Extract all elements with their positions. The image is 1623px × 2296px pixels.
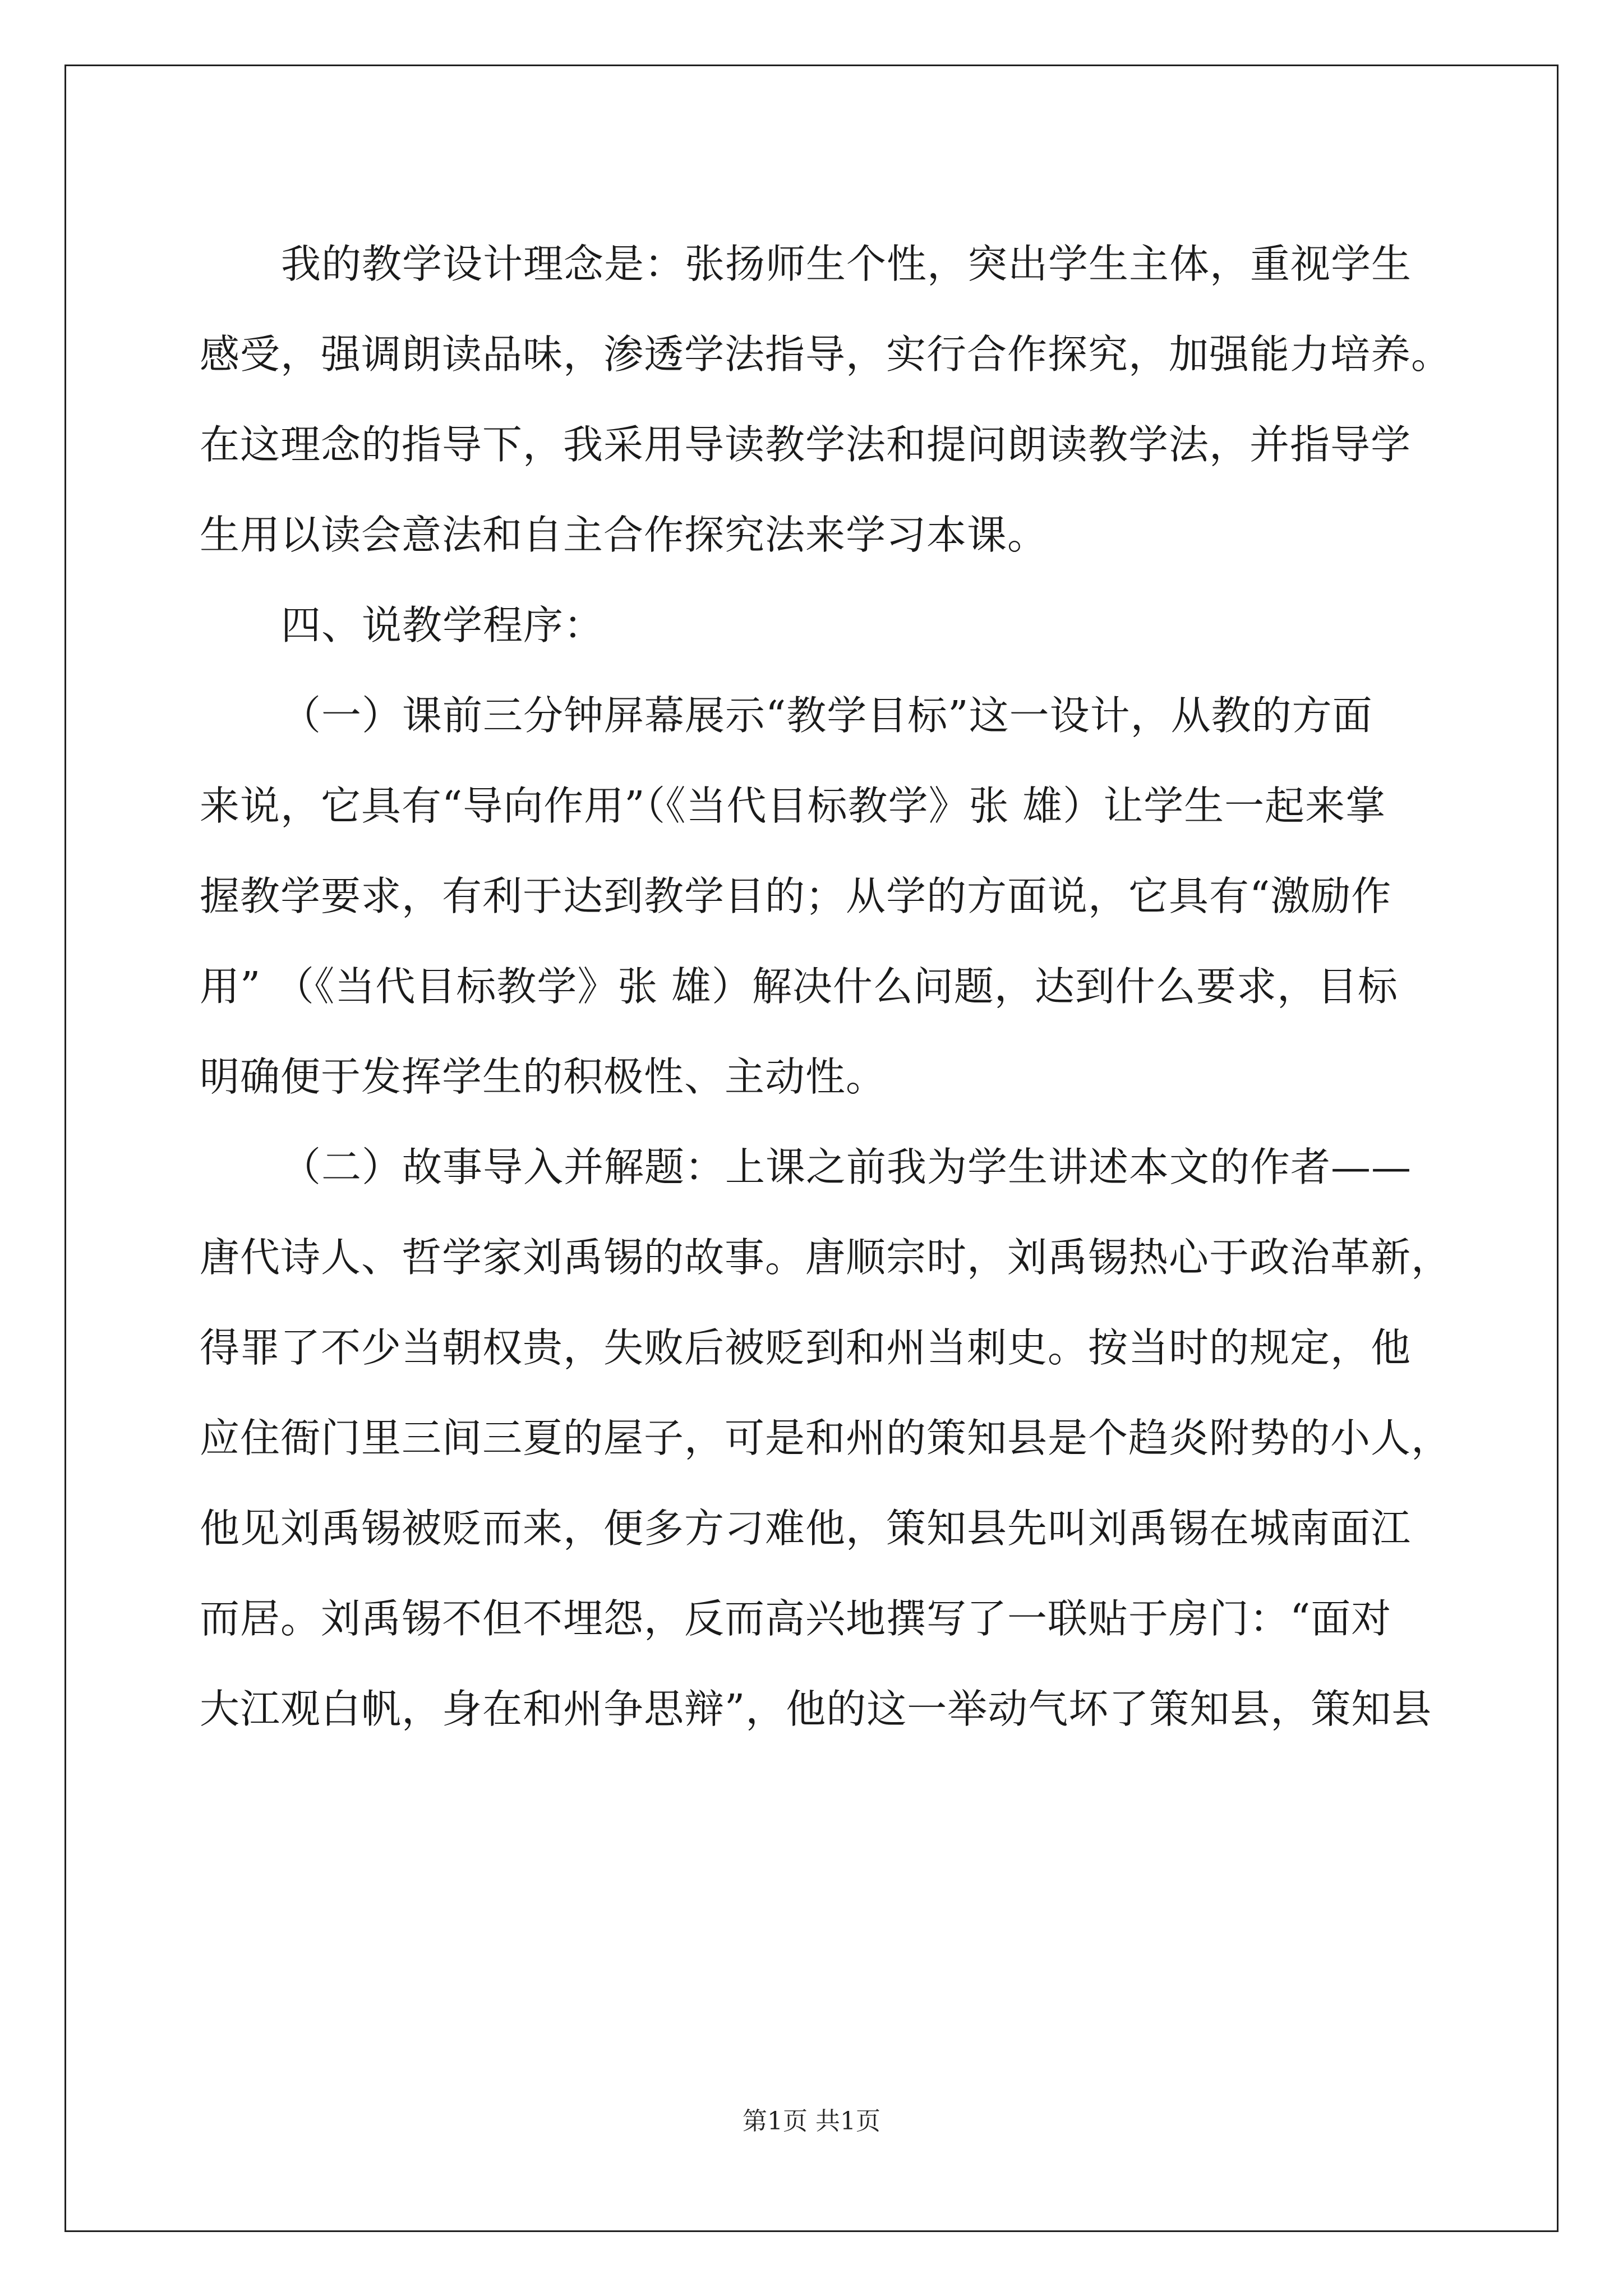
text-line: 我的教学设计理念是：张扬师生个性，突出学生主体，重视学生 <box>281 241 1412 287</box>
text-line: 用” （《当代目标教学》张 雄）解决什么问题，达到什么要求，目标 <box>200 963 1398 1010</box>
text-line: （二）故事导入并解题：上课之前我为学生讲述本文的作者—— <box>281 1144 1412 1190</box>
page-number-footer: 第1页 共1页 <box>743 2107 880 2136</box>
text-line: 而居。刘禹锡不但不埋怨，反而高兴地撰写了一联贴于房门：“面对 <box>200 1595 1392 1642</box>
paragraph-design-philosophy <box>200 219 1452 580</box>
text-line: 生用以读会意法和自主合作探究法来学习本课。 <box>200 512 1048 558</box>
text-line: 唐代诗人、哲学家刘禹锡的故事。唐顺宗时，刘禹锡热心于政治革新， <box>200 1234 1452 1281</box>
text-line: 四、说教学程序： <box>281 602 605 648</box>
text-line: 在这理念的指导下，我采用导读教学法和提问朗读教学法，并指导学 <box>200 421 1412 468</box>
paragraph-teaching-objectives <box>200 670 1433 1122</box>
text-line: 握教学要求，有利于达到教学目的；从学的方面说，它具有“激励作 <box>200 873 1392 919</box>
text-line: 大江观白帆，身在和州争思辩”，他的这一举动气坏了策知县，策知县 <box>200 1686 1432 1732</box>
text-line: （一）课前三分钟屏幕展示“教学目标”这一设计，从教的方面 <box>281 692 1373 739</box>
text-line: 感受，强调朗读品味，渗透学法指导，实行合作探究，加强能力培养。 <box>200 331 1452 378</box>
section-heading-teaching-procedure <box>200 580 1433 670</box>
text-line: 他见刘禹锡被贬而来，便多方刁难他，策知县先叫刘禹锡在城南面江 <box>200 1505 1412 1552</box>
text-line: 得罪了不少当朝权贵，失败后被贬到和州当刺史。按当时的规定，他 <box>200 1324 1412 1371</box>
paragraph-story-introduction <box>200 1122 1452 1754</box>
text-line: 来说，它具有“导向作用”（《当代目标教学》张 雄）让学生一起来掌 <box>200 783 1386 829</box>
document-body <box>200 219 1452 1754</box>
text-line: 应住衙门里三间三夏的屋子，可是和州的策知县是个趋炎附势的小人， <box>200 1415 1452 1461</box>
text-line: 明确便于发挥学生的积极性、主动性。 <box>200 1053 887 1100</box>
